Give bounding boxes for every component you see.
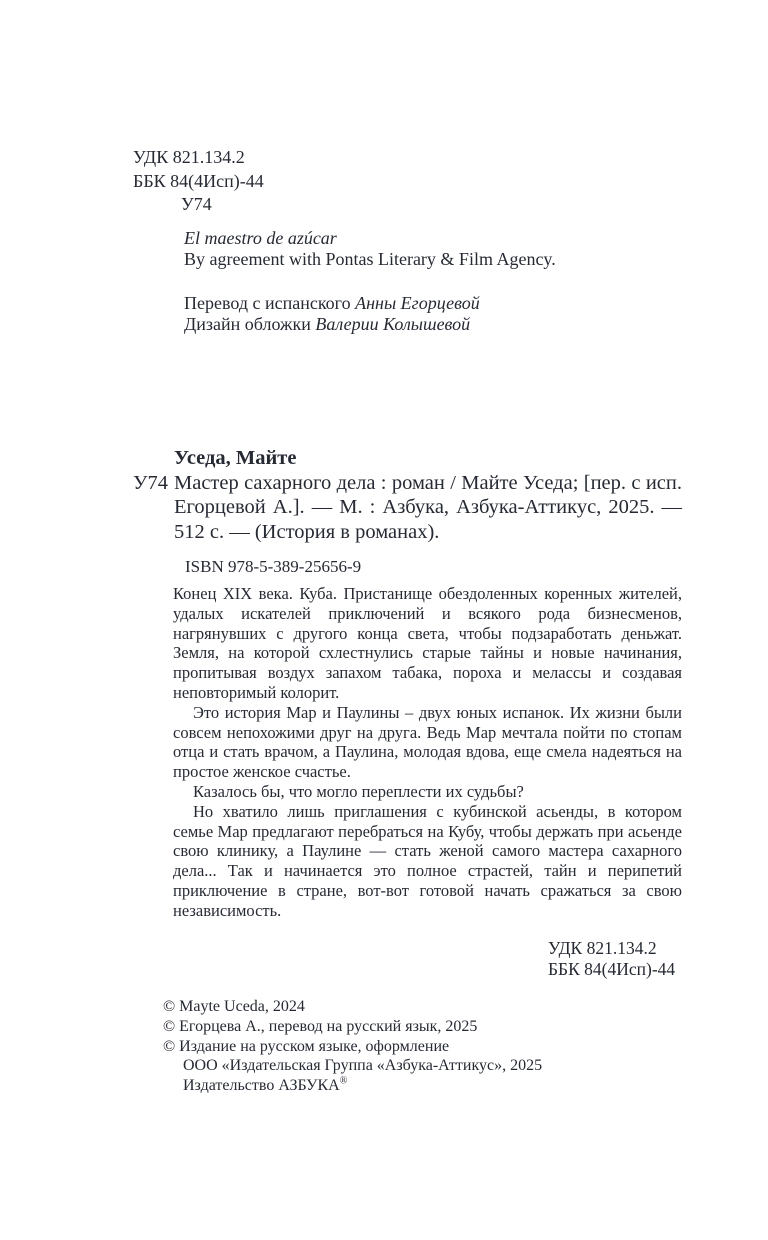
copyright-publisher-line: [163, 1076, 542, 1096]
agreement-line: By agreement with Pontas Literary & Film Agency.: [184, 249, 556, 269]
bbk-footer-line: ББК 84(4Исп)-44: [548, 958, 676, 979]
translation-label: Перевод с испанского: [184, 293, 351, 313]
copyright-line: © Издание на русском языке, оформление: [163, 1037, 450, 1055]
annotation-paragraph: Конец XIX века. Куба. Пристанище обездоленных коренных жителей, удалых искателей приключений и всякого рода бизнесменов, нагрянувших с другого конца света, чтобы подзаработать деньжат. Земля, на которой схлестнулись старые тайны и новые начинания, пропитывая воздух запахом табака, пороха и мелассы и создавая неповторимый колорит.: [173, 584, 682, 702]
copyright-imprint-line: ООО «Издательская Группа «Азбука-Аттикус», 2025: [183, 1057, 543, 1075]
annotation-paragraph: Казалось бы, что могло переплести их судьбы?: [193, 781, 524, 801]
cover-credit-line: [184, 314, 480, 335]
cover-designer-name: Валерии Колышевой: [315, 314, 471, 334]
author-sign-line: У74: [181, 194, 212, 214]
publisher-name: Издательство АЗБУКА: [183, 1077, 340, 1095]
copyright-line: © Егорцева А., перевод на русский язык, 2025: [163, 1017, 478, 1035]
copyright-block: [163, 997, 542, 1096]
catalog-author-heading: Уседа, Майте: [174, 447, 297, 469]
original-title-block: [184, 228, 556, 270]
catalog-card: [133, 446, 682, 580]
copyright-line: © Mayte Uceda, 2024: [163, 998, 305, 1015]
isbn-line: ISBN 978-5-389-25656-9: [185, 557, 362, 576]
udk-line: УДК 821.134.2: [133, 147, 245, 167]
registered-trademark-symbol: ®: [339, 1075, 348, 1087]
top-classification-block: [133, 146, 264, 217]
bibliographic-record: Мастер сахарного дела : роман / Майте Уседа; [пер. с исп. Егорцевой А.]. — М. : Азбука, Азбука-Аттикус, 2025. — 512 с. — (История в романах).: [174, 471, 682, 543]
cover-label: Дизайн обложки: [184, 314, 311, 334]
catalog-record-row: [133, 471, 682, 545]
annotation-block: [173, 584, 682, 921]
translator-name: Анны Егорцевой: [355, 293, 480, 313]
credits-block: [184, 293, 480, 335]
udk-footer-line: УДК 821.134.2: [548, 938, 657, 958]
original-title: El maestro de azúcar: [184, 228, 337, 248]
annotation-paragraph: Это история Мар и Паулины – двух юных испанок. Их жизни были совсем непохожими друг на друга. Ведь Мар мечтала пойти по стопам отца и стать врачом, а Паулина, молодая вдова, еще смела надеяться на простое женское счастье.: [173, 702, 682, 782]
annotation-paragraph: Но хватило лишь приглашения с кубинской асьенды, в котором семье Мар предлагают перебраться на Кубу, чтобы держать при асьенде свою клинику, а Паулине — стать женой самого мастера сахарного дела... Так и начинается это полное страстей, тайн и перипетий приключение в стране, вот-вот готовой начать сражаться за свою независимость.: [173, 801, 682, 920]
catalog-author-sign: У74: [133, 471, 169, 494]
footer-classification-block: [548, 938, 675, 979]
translation-credit-line: [184, 293, 480, 314]
bbk-line: ББК 84(4Исп)-44: [133, 170, 264, 191]
